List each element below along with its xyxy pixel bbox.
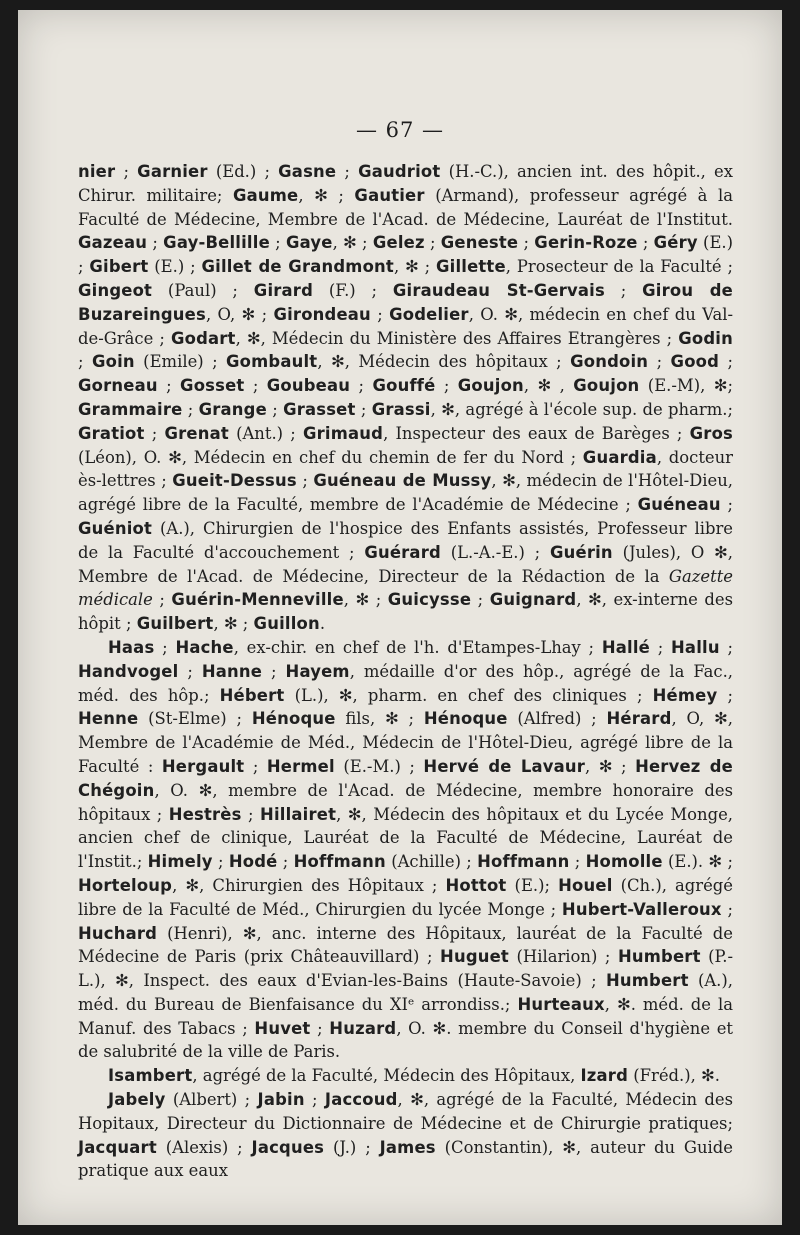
entry-detail: , Prosecteur de la Faculté ; [505,257,733,277]
entry-name: Grange [198,399,267,419]
entry-detail: ; [78,352,92,372]
entry-detail: (Achille) ; [385,852,478,872]
entry-name: Gelez [372,233,425,253]
entry-name: Gillet de Grandmont [201,257,394,277]
entry-name: Himely [147,852,213,872]
entry-detail: , ✻. méd. de la Manuf. des Tabacs ; [78,994,733,1038]
entry-detail: (P.-L.), ✻, Inspect. des eaux d'Evian-les-Bains (Haute-Savoie) ; [78,947,733,991]
entry-name: Jabely [108,1090,166,1110]
entry-name: Goujon [573,376,640,396]
entry-detail: , ✻ ; [332,233,373,253]
entry-name: Huzard [329,1018,397,1038]
entry-detail: (Henri), ✻, anc. interne des Hôpitaux, lauréat de la Faculté de Médecine de Paris (prix Châteauvillard) ; [78,923,733,967]
entry-name: Good [670,352,720,372]
entry-name: Guéneau de Mussy [313,471,492,491]
entry-name: Guéneau [637,495,721,515]
entry-name: Gazeau [78,233,148,253]
entry-name: Guérin [549,542,613,562]
entry-detail: ; [262,661,286,681]
entry-name: Guéniot [78,518,153,538]
entry-name: Hallu [671,637,720,657]
italic-title: Gazette médicale [78,566,733,610]
entry-name: Jacques [251,1137,325,1157]
entry-name: Isambert [108,1066,193,1086]
entry-name: Hayem [285,661,350,681]
entry-name: Handvogel [78,661,179,681]
entry-detail: ; [266,399,284,419]
entry-name: Huchard [78,923,158,943]
entry-name: Godelier [389,304,469,324]
entry-detail: (Emile) ; [134,352,227,372]
entry-detail: (E.) ; [78,233,734,277]
entry-name: Girou de Buzareingues [78,280,733,324]
entry-detail: ; [212,852,229,872]
entry-detail: , ✻, agrégé à l'école sup. de pharm.; [430,399,733,419]
entry-detail: ; [435,376,458,396]
entry-name: Hillairet [260,804,337,824]
entry-name: Hergault [161,756,245,776]
entry-detail: ; [569,852,586,872]
entry-detail: ; [721,899,734,919]
entry-detail: , Inspecteur des eaux de Barèges ; [383,423,690,443]
entry-name: Gratiot [78,423,145,443]
entry-name: Henne [78,709,139,729]
entry-detail: ; [296,471,314,491]
entry-name: Géry [653,233,698,253]
entry-name: Gibert [89,257,149,277]
entry-name: Guillon [253,614,320,634]
entry-name: Gautier [354,185,425,205]
entry-detail: ; [115,162,138,181]
entry-detail: (A.), méd. du Bureau de Bienfaisance du XIᵉ arrondiss.; [78,971,733,1014]
entry-name: Gueit-Dessus [172,471,297,491]
entry-detail: ; [154,637,176,657]
entry-detail: (A.), Chirurgien de l'hospice des Enfants assistés, Professeur libre de la Faculté d'accouchement ; [78,518,733,562]
entry-name: Gerin-Roze [534,233,638,253]
entry-detail: (Hilarion) ; [508,947,618,967]
paragraph [78,636,733,1064]
entry-detail: ; [424,233,441,253]
entry-detail: ; [355,399,372,419]
entry-detail: ; [304,1090,325,1110]
entry-detail: ; [648,352,671,372]
entry-name: Guérin-Menneville [171,590,344,610]
entry-name: Hanne [201,661,263,681]
entry-detail: ; [471,590,490,610]
entry-name: Gaudriot [358,162,441,181]
directory-text [78,160,733,1183]
entry-name: Guilbert [136,614,214,634]
entry-name: Goubeau [266,376,351,396]
entry-name: Gros [689,423,733,443]
entry-name: Grassi [371,399,431,419]
entry-detail: (Constantin), ✻, auteur du Guide pratique aux eaux [78,1137,733,1181]
entry-name: Hottot [445,875,507,895]
entry-detail: , ✻, Médecin des hôpitaux et du Lycée Monge, ancien chef de clinique, Lauréat de la Faculté de Médecine, Lauréat de l'Instit.; [78,804,733,872]
entry-detail: , O, ✻, Membre de l'Académie de Méd., Médecin de l'Hôtel-Dieu, agrégé libre de la Faculté : [78,709,733,776]
entry-name: Gorneau [78,376,158,396]
entry-detail: (E.); [506,875,559,895]
entry-name: Jaccoud [324,1090,398,1110]
entry-name: Gillette [435,257,506,277]
entry-name: Gombault [226,352,318,372]
entry-name: Horteloup [78,875,173,895]
entry-detail: (Paul) ; [152,280,254,300]
entry-detail: (Ed.) ; [207,162,279,181]
entry-detail: ; [719,637,733,657]
entry-detail: ; [277,852,294,872]
entry-name: Hermel [266,756,335,776]
entry-name: Hoffmann [293,852,386,872]
entry-detail: ; [269,233,286,253]
entry-name: Grammaire [78,399,183,419]
entry-detail: ; [336,162,359,181]
entry-name: Guignard [489,590,577,610]
entry-name: Hervez de Chégoin [78,756,733,800]
entry-name: Hénoque [423,709,508,729]
entry-name: Hubert-Valleroux [561,899,722,919]
entry-detail: (St-Elme) ; [138,709,252,729]
entry-name: Giraudeau St-Gervais [392,280,605,300]
entry-detail: (Ch.), agrégé libre de la Faculté de Méd., Chirurgien du lycée Monge ; [78,875,734,919]
entry-name: Garnier [137,162,208,181]
entry-name: Hallé [601,637,650,657]
entry-detail: ; [241,804,261,824]
entry-name: Huguet [440,947,509,967]
entry-detail: , O. ✻, membre de l'Acad. de Médecine, membre honoraire des hôpitaux ; [78,780,733,824]
entry-detail: , O. ✻, médecin en chef du Val-de-Grâce ; [78,304,733,348]
entry-detail: , ✻ ; [585,756,636,776]
entry-name: Houel [558,875,613,895]
entry-detail: (E.). ✻ ; [662,852,733,872]
entry-detail: ; [310,1018,330,1038]
entry-detail: , O. ✻. membre du Conseil d'hygiène et de salubrité de la ville de Paris. [78,1018,733,1062]
entry-detail: ; [178,661,202,681]
entry-name: Geneste [440,233,519,253]
entry-name: Gay-Bellille [163,233,270,253]
entry-detail: , agrégé de la Faculté, Médecin des Hôpitaux, [192,1066,581,1086]
entry-name: Gasne [278,162,337,181]
entry-detail: (H.-C.), ancien int. des hôpit., ex Chirur. militaire; [78,162,733,205]
entry-name: Gaye [285,233,333,253]
entry-detail: (F.) ; [313,280,393,300]
entry-name: Godart [170,328,236,348]
entry-name: Gondoin [570,352,649,372]
entry-detail: , médaille d'or des hôp., agrégé de la Fac., méd. des hôp.; [78,661,733,705]
entry-detail: fils, ✻ ; [335,709,424,729]
entry-detail: , ✻ ; [213,614,254,634]
entry-name: Hébert [219,685,285,705]
entry-detail: ; [152,590,172,610]
entry-name: Homolle [585,852,663,872]
entry-detail: ; [147,233,164,253]
entry-detail: , ✻, Chirurgien des Hôpitaux ; [172,875,446,895]
entry-name: Hémey [652,685,718,705]
entry-detail: (Fréd.), ✻. [628,1066,720,1086]
entry-detail: , ✻, médecin de l'Hôtel-Dieu, agrégé libre de la Faculté, membre de l'Académie de Médecine ; [78,471,734,515]
entry-detail: ; [370,304,390,324]
entry-name: Izard [580,1066,629,1086]
entry-name: nier [78,162,116,181]
entry-detail: (E.-M), ✻; [639,376,733,396]
entry-name: Hache [175,637,234,657]
entry-name: Hérard [606,709,672,729]
entry-detail: ; [518,233,535,253]
entry-detail: (Alexis) ; [156,1137,252,1157]
entry-name: Guicysse [387,590,472,610]
entry-name: Goujon [457,376,524,396]
entry-detail: , ✻, ex-interne des hôpit ; [78,590,733,634]
entry-name: Hervé de Lavaur [423,756,586,776]
entry-name: Jacquart [78,1137,157,1157]
entry-name: Gouffé [372,376,436,396]
entry-detail: , ✻, agrégé de la Faculté, Médecin des Hopitaux, Directeur du Dictionnaire de Médecine et de Chirurgie pratiques; [78,1090,733,1133]
entry-name: Humbert [617,947,701,967]
entry-detail: . [319,614,326,634]
entry-detail: ; [244,376,267,396]
entry-detail: ; [717,685,734,705]
entry-name: Guardia [582,447,657,467]
entry-detail: , ✻ ; [393,257,436,277]
entry-name: Jabin [257,1090,305,1110]
entry-name: Grimaud [302,423,384,443]
entry-name: Girondeau [273,304,371,324]
entry-detail: ; [182,399,199,419]
entry-detail: ; [144,423,165,443]
entry-detail: (Albert) ; [165,1090,258,1110]
entry-detail: ; [604,280,643,300]
entry-detail: , ✻, Médecin des hôpitaux ; [317,352,571,372]
entry-name: Guérard [364,542,441,562]
entry-name: Grenat [164,423,229,443]
entry-name: Hoffmann [477,852,570,872]
entry-detail: , ✻ ; [298,185,355,205]
entry-name: Haas [108,637,155,657]
entry-detail: (L.-A.-E.) ; [440,542,550,562]
entry-detail: , ex-chir. en chef de l'h. d'Etampes-Lhay ; [233,637,602,657]
entry-name: Goin [91,352,135,372]
entry-detail: , O, ✻ ; [205,304,274,324]
entry-name: Humbert [605,971,689,991]
page-number: — 67 — [355,118,445,142]
entry-detail: ; [649,637,672,657]
entry-name: Godin [678,328,733,348]
entry-detail: ; [157,376,181,396]
entry-detail: (J.) ; [324,1137,380,1157]
entry-detail: ; [719,352,734,372]
entry-name: Gosset [180,376,245,396]
paragraph [78,1088,733,1183]
entry-detail: , docteur ès-lettres ; [78,447,733,491]
entry-name: Girard [253,280,314,300]
book-page [18,10,782,1225]
entry-name: Huvet [254,1018,311,1038]
entry-detail: (Ant.) ; [228,423,303,443]
entry-name: Hurteaux [517,994,605,1014]
entry-detail: , ✻ , [523,376,574,396]
entry-name: Hodé [228,852,278,872]
entry-detail: , ✻, Médecin du Ministère des Affaires Etrangères ; [235,328,679,348]
entry-name: James [379,1137,436,1157]
entry-name: Gaume [232,185,299,205]
entry-detail: ; [637,233,654,253]
entry-detail: , ✻ ; [343,590,388,610]
entry-name: Hénoque [251,709,336,729]
entry-name: Grasset [283,399,356,419]
entry-detail: (L.), ✻, pharm. en chef des cliniques ; [284,685,653,705]
entry-detail: ; [244,756,267,776]
entry-detail: (Léon), O. ✻, Médecin en chef du chemin de fer du Nord ; [78,447,583,467]
entry-detail: ; [350,376,373,396]
entry-name: Hestrès [168,804,242,824]
entry-detail: (Armand), professeur agrégé à la Faculté de Médecine, Membre de l'Acad. de Médecine, Lauréat de l'Institut. [78,185,733,229]
entry-detail: (Alfred) ; [507,709,607,729]
entry-name: Gingeot [78,280,153,300]
paragraph [78,1064,733,1088]
entry-detail: (Jules), O ✻, Membre de l'Acad. de Médecine, Directeur de la Rédaction de la [78,542,734,586]
entry-detail: (E.-M.) ; [334,756,424,776]
paragraph [78,160,733,636]
entry-detail: ; [720,495,734,515]
entry-detail: (E.) ; [148,257,202,277]
